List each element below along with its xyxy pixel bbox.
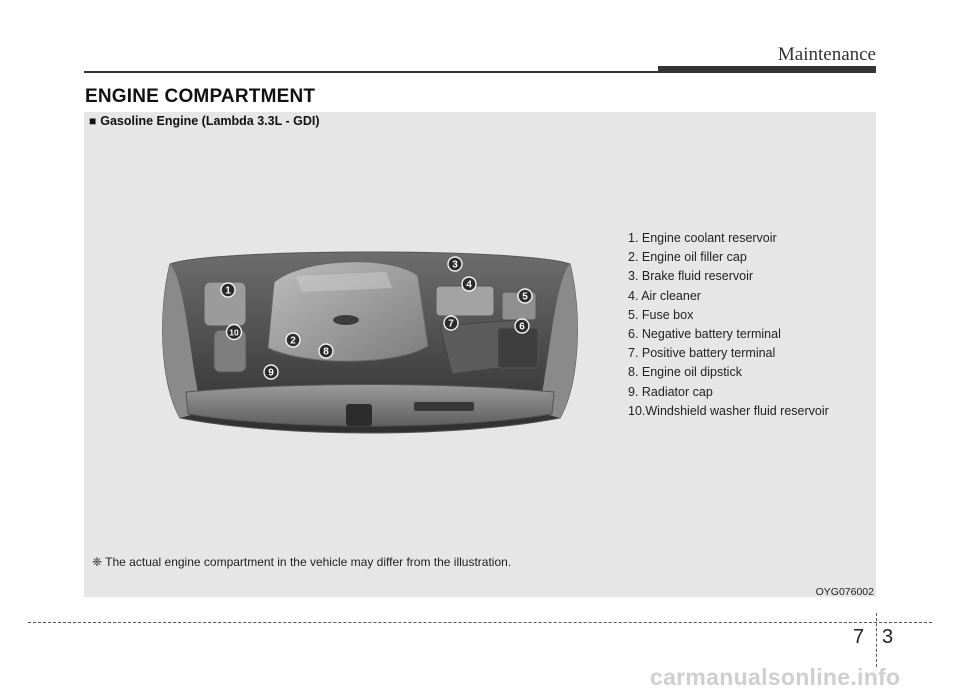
caption-bullet: ■ (89, 114, 97, 128)
legend-item: 1. Engine coolant reservoir (628, 231, 777, 245)
legend-item: 8. Engine oil dipstick (628, 365, 742, 380)
callout-9: 9 (268, 367, 274, 379)
callout-1: 1 (225, 285, 231, 297)
legend-item: 5. Fuse box (628, 307, 694, 322)
header-rule-accent (658, 66, 876, 73)
legend-item: 2. Engine oil filler cap (628, 250, 747, 265)
callout-2: 2 (290, 335, 296, 347)
header-title: Maintenance (777, 44, 876, 65)
legend-item: 6. Negative battery terminal (628, 326, 781, 341)
legend-item: 3. Brake fluid reservoir (628, 269, 754, 284)
callout-4: 4 (466, 279, 472, 291)
page-number: 3 (882, 626, 894, 648)
component-legend (628, 229, 829, 421)
figure-caption (89, 114, 320, 128)
callout-6: 6 (519, 321, 525, 333)
callout-8: 8 (323, 346, 329, 358)
legend-item: 4. Air cleaner (628, 288, 701, 303)
figure-panel (84, 112, 876, 597)
legend-item: 10.Windshield washer fluid reservoir (628, 403, 829, 418)
illustration-note: ❈ The actual engine compartment in the vehicle may differ from the illustration. (92, 555, 512, 569)
brand-emblem (333, 315, 359, 325)
engine-compartment-illustration (156, 242, 584, 437)
footer-rule (28, 622, 932, 623)
callout-5: 5 (522, 291, 528, 303)
callout-10: 10 (229, 327, 239, 338)
callout-3: 3 (452, 259, 458, 271)
chapter-number: 7 (853, 626, 865, 648)
header-rule (84, 71, 658, 73)
legend-item: 9. Radiator cap (628, 384, 713, 399)
legend-item: 7. Positive battery terminal (628, 346, 776, 361)
caption-text: Gasoline Engine (Lambda 3.3L - GDI) (100, 114, 320, 128)
watermark: carmanualsonline.info (650, 664, 901, 690)
section-title: ENGINE COMPARTMENT (85, 86, 316, 107)
callout-7: 7 (448, 318, 454, 330)
figure-code: OYG076002 (815, 586, 874, 598)
grille (414, 402, 474, 411)
battery-shape (498, 328, 538, 368)
footer-divider (876, 613, 877, 667)
